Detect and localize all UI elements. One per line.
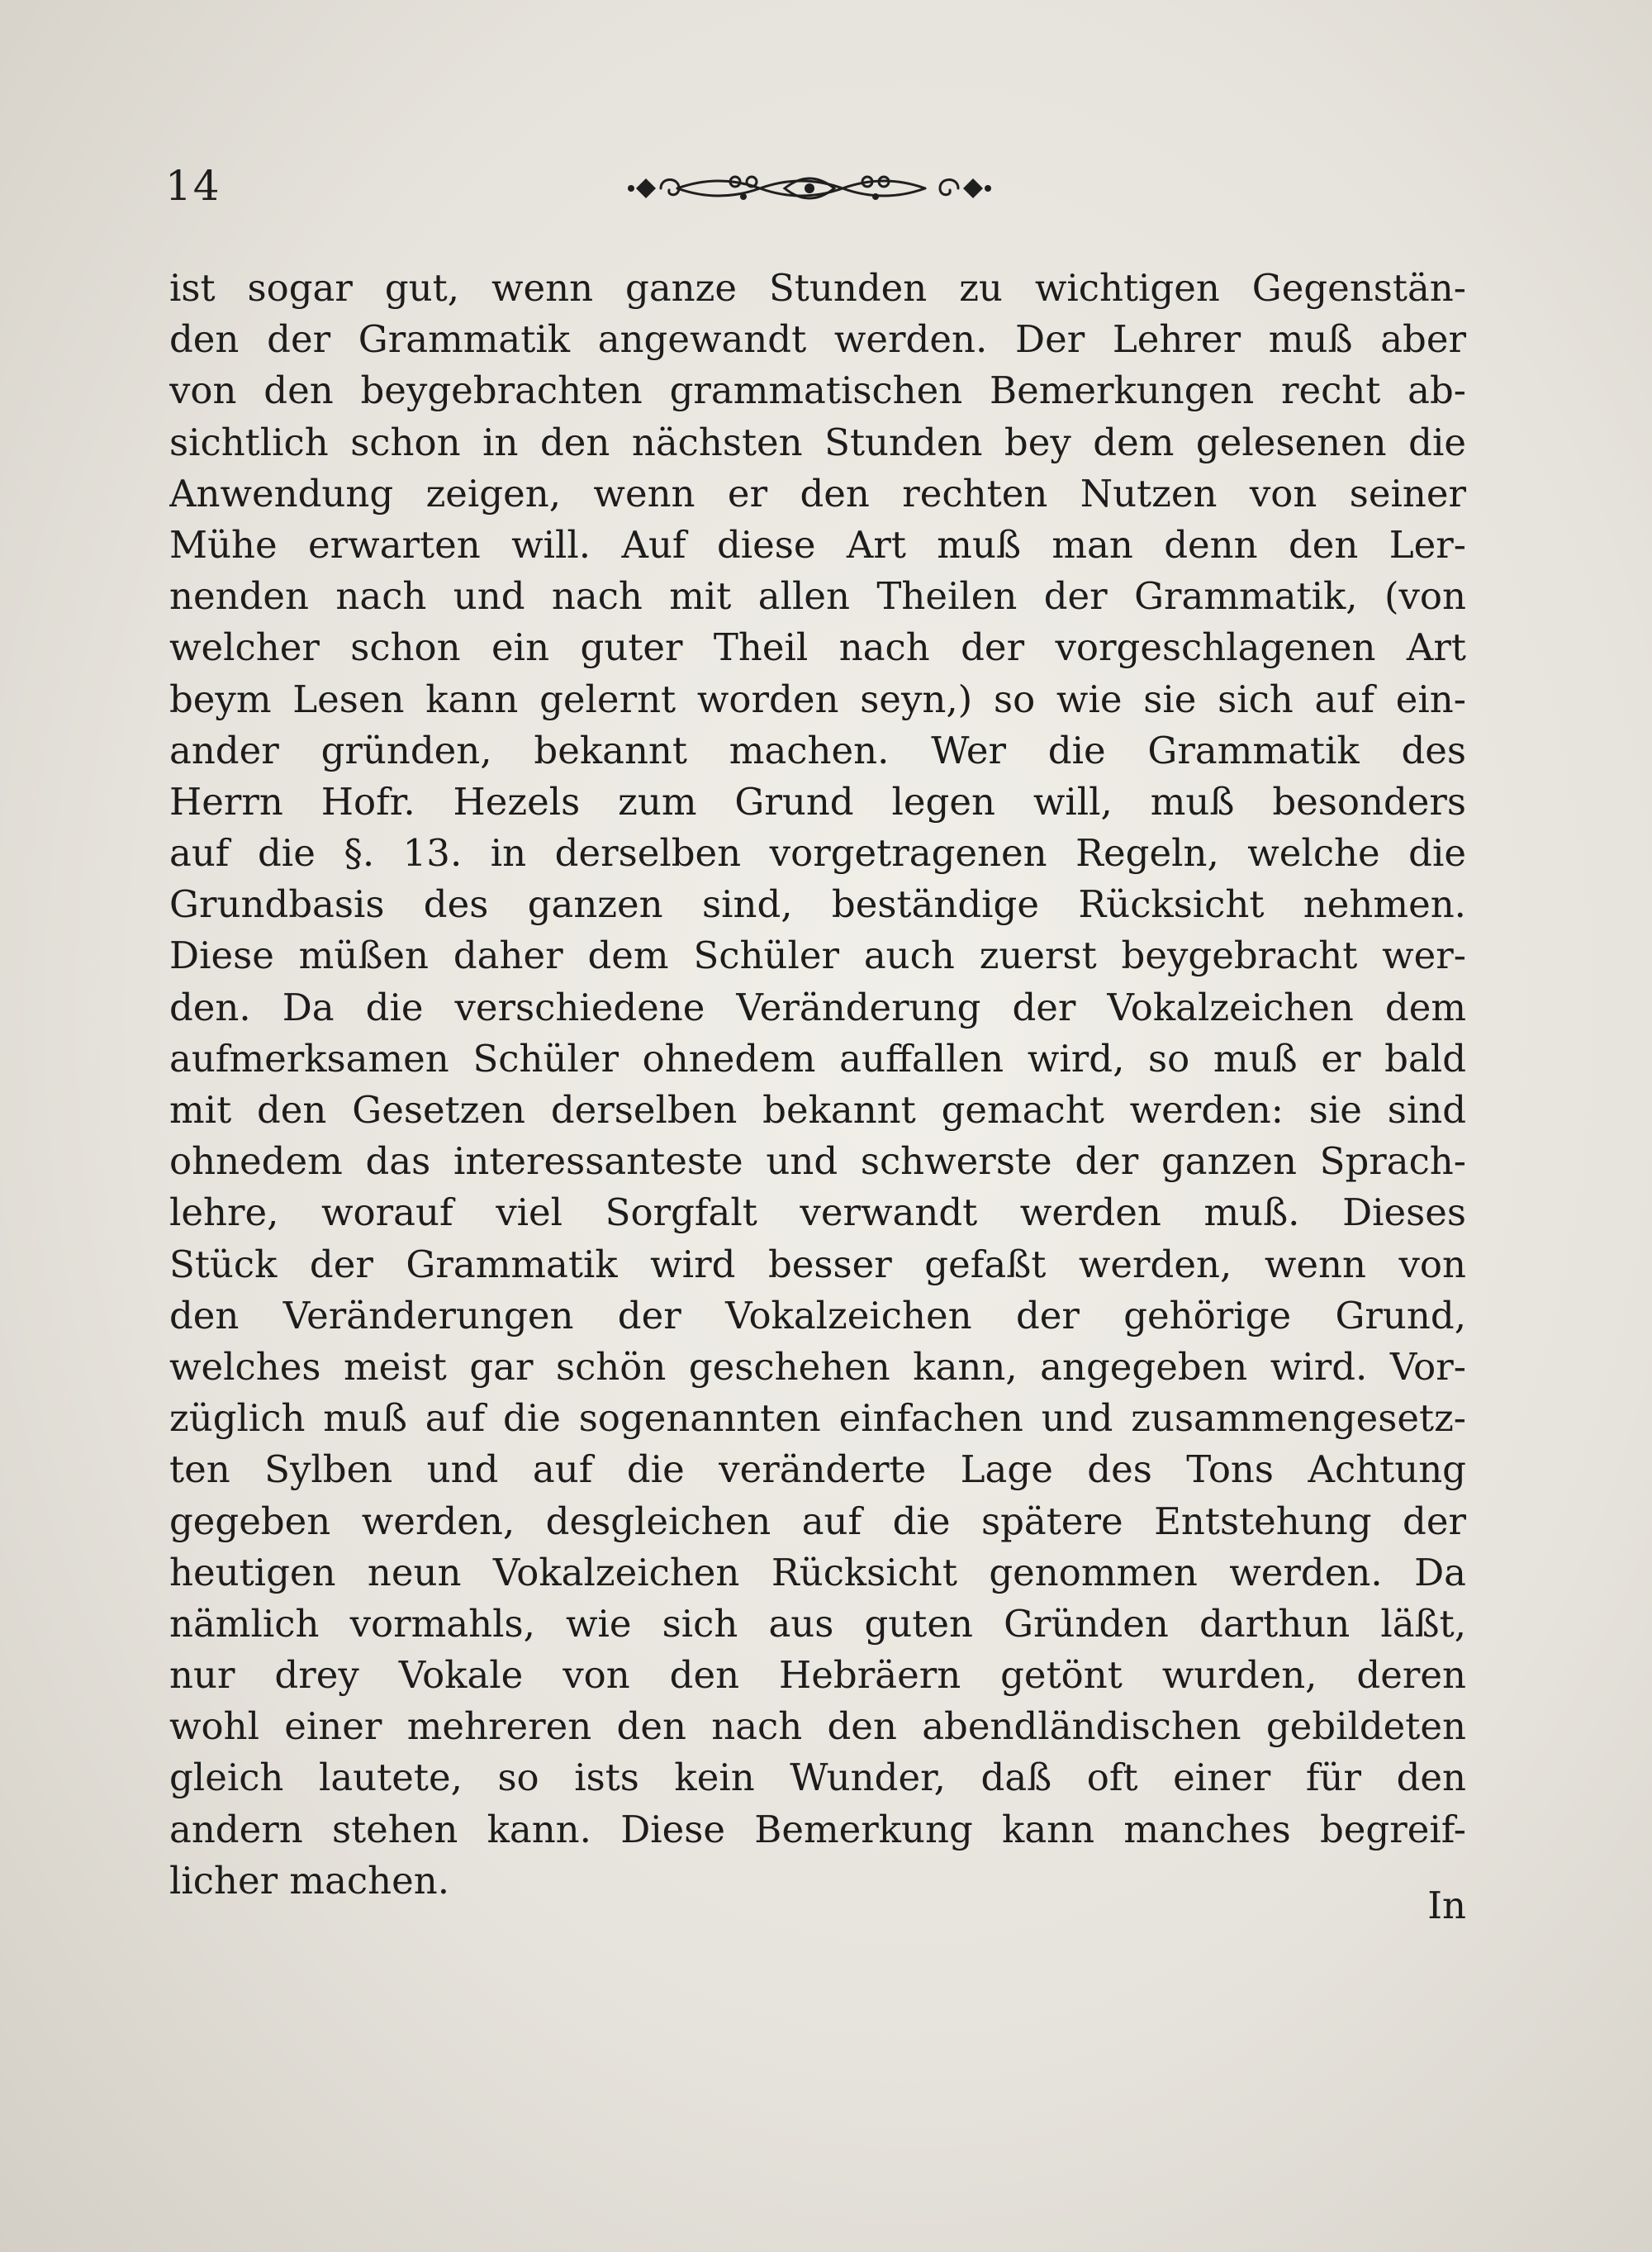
text-line: ander gründen, bekannt machen. Wer die Grammatik des — [169, 728, 1466, 772]
page-header — [165, 162, 1470, 220]
text-line: Anwendung zeigen, wenn er den rechten Nutzen von seiner — [169, 471, 1466, 515]
text-line: welches meist gar schön geschehen kann, angegeben wird. Vor- — [169, 1344, 1466, 1389]
text-line: aufmerksamen Schüler ohnedem auffallen wird, so muß er bald — [169, 1036, 1466, 1081]
text-line: wohl einer mehreren den nach den abendländischen gebildeten — [169, 1704, 1466, 1749]
text-line: Diese müßen daher dem Schüler auch zuerst beygebracht wer- — [169, 934, 1466, 978]
text-line: ist sogar gut, wenn ganze Stunden zu wichtigen Gegenstän- — [169, 266, 1466, 310]
text-line: den Veränderungen der Vokalzeichen der gehörige Grund, — [169, 1293, 1466, 1337]
text-line: den der Grammatik angewandt werden. Der Lehrer muß aber — [169, 317, 1466, 362]
text-line: sichtlich schon in den nächsten Stunden bey dem gelesenen die — [169, 420, 1466, 464]
text-line: heutigen neun Vokalzeichen Rücksicht genommen werden. Da — [169, 1550, 1466, 1594]
text-line: nämlich vormahls, wie sich aus guten Gründen darthun läßt, — [169, 1601, 1466, 1646]
text-line: gegeben werden, desgleichen auf die spätere Entstehung der — [169, 1499, 1466, 1543]
text-line: licher machen. — [169, 1858, 450, 1903]
text-line: Mühe erwarten will. Auf diese Art muß man denn den Ler- — [169, 522, 1466, 567]
text-line: züglich muß auf die sogenannten einfachen und zusammengesetz- — [169, 1396, 1466, 1441]
text-line: Herrn Hofr. Hezels zum Grund legen will, muß besonders — [169, 779, 1466, 824]
text-line: Grundbasis des ganzen sind, beständige Rücksicht nehmen. — [169, 882, 1466, 927]
text-line: andern stehen kann. Diese Bemerkung kann manches begreif- — [169, 1807, 1466, 1851]
text-line: auf die §. 13. in derselben vorgetragenen Regeln, welche die — [169, 831, 1466, 876]
catchword: In — [1427, 1884, 1466, 1927]
text-line: welcher schon ein guter Theil nach der vorgeschlagenen Art — [169, 625, 1466, 670]
text-line: ten Sylben und auf die veränderte Lage des Tons Achtung — [169, 1447, 1466, 1492]
text-line: ohnedem das interessanteste und schwerste der ganzen Sprach- — [169, 1139, 1466, 1184]
text-line: den. Da die verschiedene Veränderung der Vokalzeichen dem — [169, 985, 1466, 1029]
text-line: nenden nach und nach mit allen Theilen der Grammatik, (von — [169, 574, 1466, 619]
text-line: lehre, worauf viel Sorgfalt verwandt werden muß. Dieses — [169, 1190, 1466, 1235]
text-line: mit den Gesetzen derselben bekannt gemacht werden: sie sind — [169, 1088, 1466, 1132]
text-line: gleich lautete, so ists kein Wunder, daß oft einer für den — [169, 1756, 1466, 1800]
text-line: nur drey Vokale von den Hebräern getönt wurden, deren — [169, 1653, 1466, 1698]
text-line: von den beygebrachten grammatischen Bemerkungen recht ab- — [169, 368, 1466, 413]
text-line: Stück der Grammatik wird besser gefaßt werden, wenn von — [169, 1242, 1466, 1286]
scroll-ornament-icon — [628, 164, 991, 213]
page-number: 14 — [165, 162, 221, 210]
body-text — [169, 263, 1466, 1907]
text-line: beym Lesen kann gelernt worden seyn,) so wie sie sich auf ein- — [169, 677, 1466, 721]
